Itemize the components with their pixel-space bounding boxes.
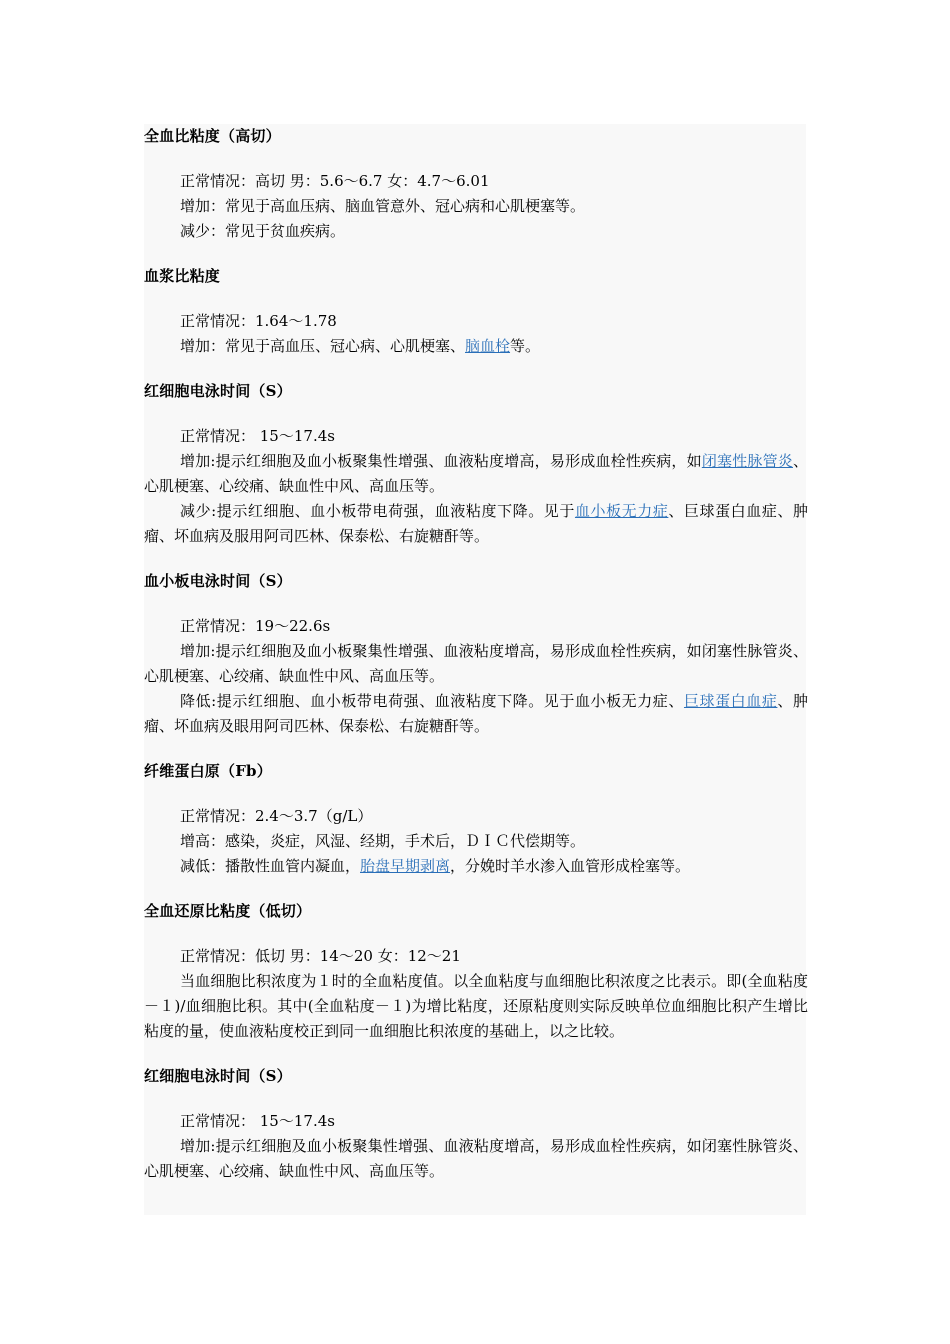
text-run: 、巨球蛋白血症、肿瘤、坏血病及服用阿司匹林、保泰松、右旋糖酐等。 [144,502,808,545]
text-run: 增加:提示红细胞及血小板聚集性增强、血液粘度增高，易形成血栓性疾病，如 [180,452,702,470]
text-run: 减少:提示红细胞、血小板带电荷强，血液粘度下降。见于 [180,502,575,520]
text-run: 降低:提示红细胞、血小板带电荷强、血液粘度下降。见于血小板无力症、 [180,692,684,710]
term-link[interactable]: 脑血栓 [465,337,511,355]
text-run: 正常情况：低切 男：14～20 女：12～21 [180,947,461,965]
paragraph [144,309,808,334]
section [144,1064,808,1184]
text-run: 正常情况：19～22.6s [180,617,331,635]
section [144,899,808,1064]
paragraph [144,1109,808,1134]
paragraph [144,614,808,639]
paragraph [144,944,808,969]
paragraph [144,169,808,194]
paragraph [144,639,808,689]
paragraph [144,449,808,499]
text-run: 增加:提示红细胞及血小板聚集性增强、血液粘度增高，易形成血栓性疾病，如闭塞性脉管炎、心肌梗塞、心绞痛、缺血性中风、高血压等。 [144,642,808,685]
term-link[interactable]: 胎盘早期剥离 [360,857,451,875]
section-title: 红细胞电泳时间（S） [144,1067,292,1085]
text-run: 增高：感染，炎症，风湿、经期，手术后，ＤＩＣ代偿期等。 [180,832,586,850]
text-run: 减少：常见于贫血疾病。 [180,222,346,240]
text-run: 正常情况：2.4～3.7（g/L） [180,807,373,825]
text-run: 减低：播散性血管内凝血， [180,857,361,875]
paragraph [144,219,808,244]
document-body [144,124,808,1184]
section [144,379,808,569]
section [144,759,808,899]
paragraph [144,499,808,549]
section [144,264,808,379]
paragraph [144,689,808,739]
section [144,124,808,264]
paragraph [144,1134,808,1184]
section [144,569,808,759]
text-run: 正常情况：高切 男：5.6～6.7 女：4.7～6.01 [180,172,490,190]
section-title: 红细胞电泳时间（S） [144,382,292,400]
text-run: 增加：常见于高血压、冠心病、心肌梗塞、 [180,337,466,355]
text-run: ，分娩时羊水渗入血管形成栓塞等。 [450,857,691,875]
term-link[interactable]: 闭塞性脉管炎 [701,452,793,470]
text-run: 正常情况：1.64～1.78 [180,312,337,330]
section-title: 全血比粘度（高切） [144,127,281,145]
text-run: 正常情况： 15～17.4s [180,1112,335,1130]
paragraph [144,854,808,879]
section-title: 血小板电泳时间（S） [144,572,292,590]
paragraph [144,424,808,449]
paragraph [144,804,808,829]
section-title: 纤维蛋白原（Fb） [144,762,272,780]
text-run: 、心肌梗塞、心绞痛、缺血性中风、高血压等。 [144,452,808,495]
text-run: 增加:提示红细胞及血小板聚集性增强、血液粘度增高，易形成血栓性疾病，如闭塞性脉管炎、心肌梗塞、心绞痛、缺血性中风、高血压等。 [144,1137,808,1180]
text-run: 、肿瘤、坏血病及眼用阿司匹林、保泰松、右旋糖酐等。 [144,692,808,735]
section-title: 血浆比粘度 [144,267,221,285]
paragraph [144,829,808,854]
paragraph [144,334,808,359]
text-run: 等。 [510,337,541,355]
term-link[interactable]: 血小板无力症 [574,502,669,520]
text-run: 当血细胞比积浓度为１时的全血粘度值。以全血粘度与血细胞比积浓度之比表示。即(全血粘度－１)/血细胞比积。其中(全血粘度－１)为增比粘度，还原粘度则实际反映单位血细胞比积产生增比粘度的量，使血液粘度校正到同一血细胞比积浓度的基础上，以之比较。 [144,972,808,1040]
paragraph [144,194,808,219]
text-run: 正常情况： 15～17.4s [180,427,335,445]
text-run: 增加：常见于高血压病、脑血管意外、冠心病和心肌梗塞等。 [180,197,586,215]
paragraph [144,969,808,1044]
term-link[interactable]: 巨球蛋白血症 [683,692,778,710]
section-title: 全血还原比粘度（低切） [144,902,312,920]
